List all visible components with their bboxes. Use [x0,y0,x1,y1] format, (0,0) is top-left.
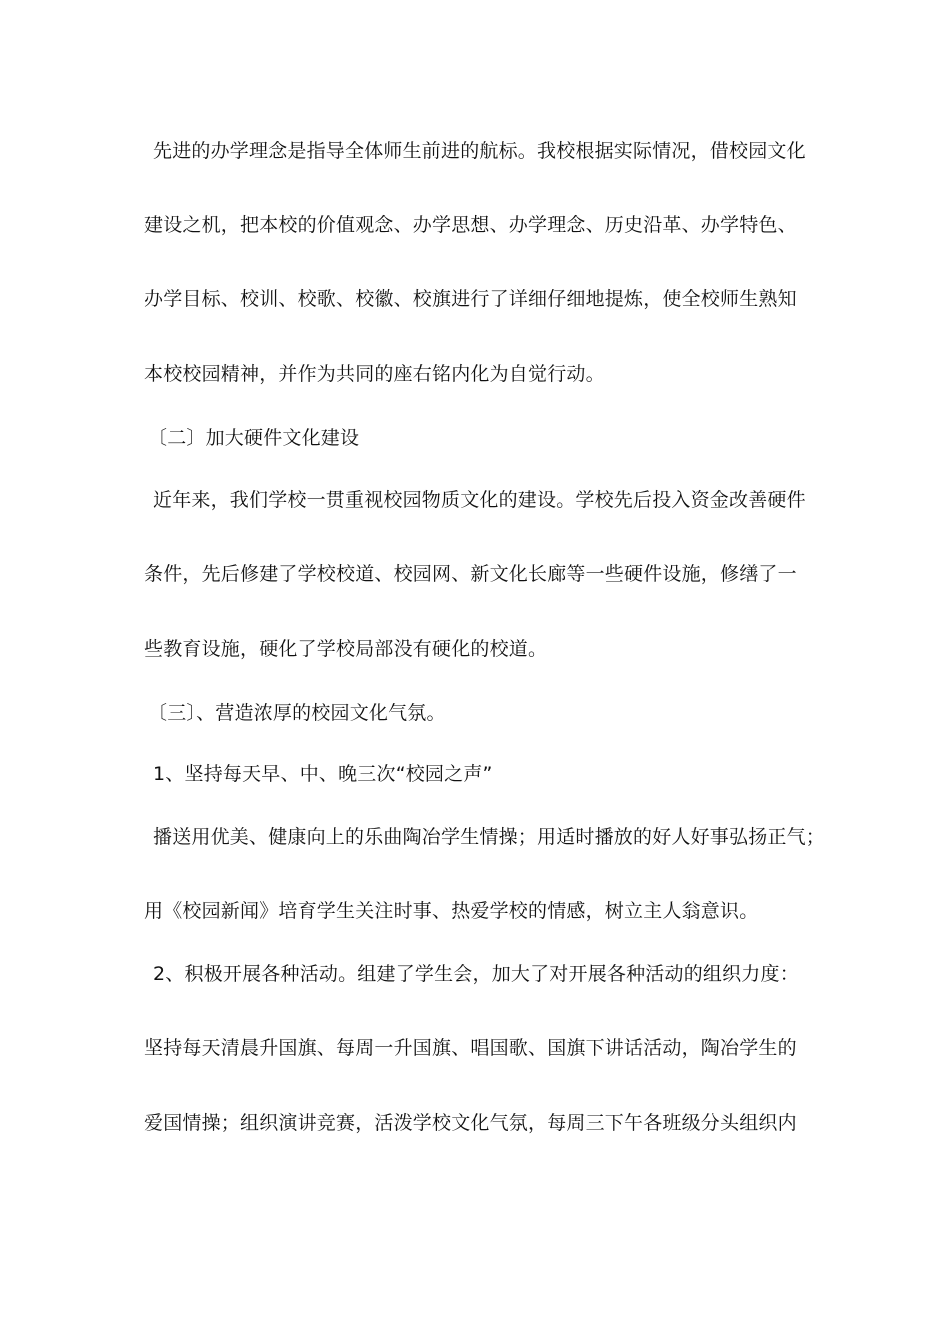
paragraph-line: 本校校园精神，并作为共同的座右铭内化为自觉行动。 [144,363,605,385]
paragraph-line: 近年来，我们学校一贯重视校园物质文化的建设。学校先后投入资金改善硬件 [153,489,806,511]
paragraph-line: 爱国情操；组织演讲竞赛，活泼学校文化气氛，每周三下午各班级分头组织内 [144,1112,797,1134]
paragraph-line: 坚持每天清晨升国旗、每周一升国旗、唱国歌、国旗下讲话活动，陶冶学生的 [144,1037,797,1059]
paragraph-line: 些教育设施，硬化了学校局部没有硬化的校道。 [144,638,548,660]
paragraph-line: 条件，先后修建了学校校道、校园网、新文化长廊等一些硬件设施，修缮了一 [144,563,797,585]
paragraph-line: 建设之机，把本校的价值观念、办学思想、办学理念、历史沿革、办学特色、 [144,214,797,236]
paragraph-line: 播送用优美、健康向上的乐曲陶冶学生情操；用适时播放的好人好事弘扬正气； [153,826,826,848]
section-heading: 〔二〕加大硬件文化建设 [148,427,360,449]
list-item: 2、积极开展各种活动。组建了学生会，加大了对开展各种活动的组织力度： [153,963,799,985]
paragraph-line: 办学目标、校训、校歌、校徽、校旗进行了详细仔细地提炼，使全校师生熟知 [144,288,797,310]
paragraph-line: 用《校园新闻》培育学生关注时事、热爱学校的情感，树立主人翁意识。 [144,900,759,922]
list-item: 1、坚持每天早、中、晚三次“校园之声” [153,763,493,785]
section-heading: 〔三〕、营造浓厚的校园文化气氛。 [148,702,446,724]
paragraph-line: 先进的办学理念是指导全体师生前进的航标。我校根据实际情况，借校园文化 [153,140,806,162]
